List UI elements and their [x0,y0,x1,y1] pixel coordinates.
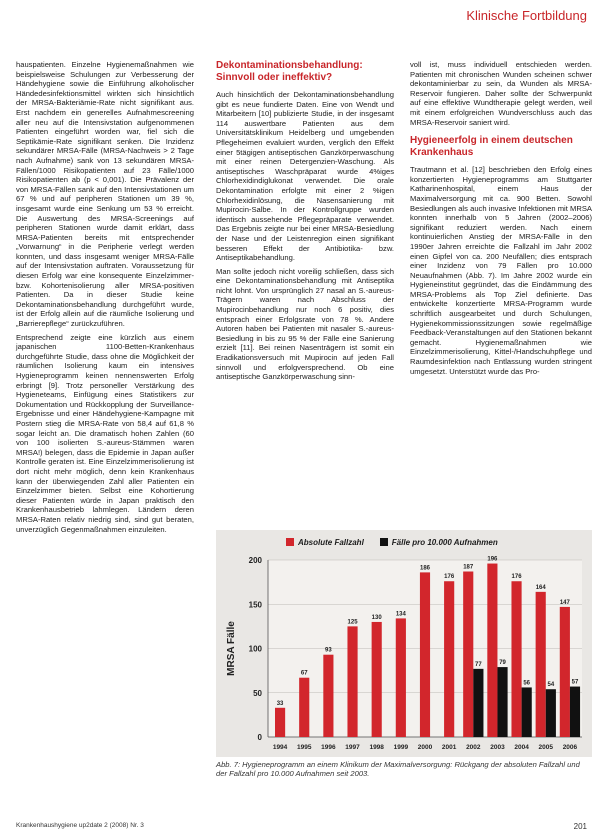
data-label: 176 [444,574,455,581]
data-label: 196 [487,556,498,563]
x-tick-label: 1997 [345,744,360,751]
text-column-2 [216,60,394,386]
bar-absolute [275,708,285,737]
page-number: 201 [573,822,587,831]
bar-per-10000 [522,687,532,737]
y-axis-label: MRSA Fälle [226,621,237,676]
bar-per-10000 [473,669,483,737]
bar-absolute [347,626,357,737]
text-column-1 [16,60,194,538]
data-label: 176 [511,574,522,581]
y-tick-label: 0 [257,733,262,742]
x-tick-label: 2001 [441,744,457,751]
data-label: 164 [535,584,546,591]
paragraph: Trautmann et al. [12] beschrieben den Erfolg eines konzertierten Hygieneprogramms am Stuttgarter Katharinenhospital, einem Haus der Maximalversorgung mit ca. 900 Betten. Sowohl Besiedlungen als auch invasive Infektionen mit MRSA konnten innerhalb von 5 Jahren (2002–2006) signifikant reduziert werden. Nach einem kontinuierlichen Anstieg der MRSA-Fälle in den 1990er Jahren erreichte die Fallzahl im Jahr 2002 einen Gipfel von ca. 200 Neufällen; dies entsprach einer Inzidenz von 79 Fällen pro 10.000 Neuaufnahmen (Abb. 7). Im Jahre 2002 wurde ein Hygieneinstitut gegründet, das die Eindämmung des MRSA-Problems als Top Ziel definierte. Das entwickelte konzertierte MRSA-Programm wurde schriftlich ausgearbeitet und durch Schulungen, Hygienekommissionssitzungen sowie regelmäßige Feedback-Veranstaltungen auf den Stationen bekannt gemacht. Hygienemaßnahmen wie Einzelzimmerisolierung, Kittel-/Handschuhpflege und Raumdesinfektion nach Entlassung wurden stringent umgesetzt. Unterstützt wurde das Pro- [410,165,592,376]
legend-label: Absolute Fallzahl [298,538,364,547]
x-tick-label: 1999 [393,744,409,751]
x-tick-label: 2004 [514,744,529,751]
x-tick-label: 2000 [417,744,433,751]
bar-absolute [463,572,473,737]
paragraph: Man sollte jedoch nicht voreilig schließen, dass sich eine Dekontaminationsbehandlung mit Antiseptika nicht lohnt. Von ursprünglich 27 nasal an S.-aureus-Trägern waren nach Abschluss der Mupirocinbehandlung nur noch 6 positiv, dies entsprach einer Erfolgsrate von 78 %. Andere Autoren haben bei Patienten mit nasaler S.-aureus-Besiedlung in bis zu 95 % der Fälle eine Sanierung erzielt [11]. Bei reinen Nasenträgern ist somit ein Eradikationsversuch mit Mupirocin auf jeden Fall sinnvoll und erfolgversprechend. Ob eine antiseptische Ganzkörperwaschung sinn- [216,266,394,382]
section-heading: Hygieneerfolg in einem deutschen Krankenhaus [410,135,573,159]
text-column-3 [410,60,592,380]
data-label: 147 [559,599,570,606]
legend-label: Fälle pro 10.000 Aufnahmen [391,538,498,547]
figure-caption: Abb. 7: Hygieneprogramm an einem Klinikum der Maximalversorgung: Rückgang der absoluten Fallzahl und der Fallzahl pro 10.000 Aufnahmen seit 2003. [216,760,580,779]
x-tick-label: 1994 [272,744,288,751]
section-title: Klinische Fortbildung [466,8,587,23]
bar-absolute [536,592,546,737]
x-tick-label: 2002 [466,744,481,751]
data-label: 187 [463,564,474,571]
bar-per-10000 [570,687,580,737]
x-tick-label: 2006 [562,744,578,751]
data-label: 125 [347,619,358,626]
data-label: 54 [547,682,555,689]
bar-absolute [444,581,454,737]
data-label: 67 [300,670,308,677]
bar-absolute [487,564,497,737]
bar-per-10000 [546,689,556,737]
paragraph: voll ist, muss individuell entschieden werden. Patienten mit chronischen Wunden scheinen schwer dekontaminierbar zu sein, da Wunden als MRSA-Reservoir fungieren. Daher sollte der Schwerpunkt auf eine effektive Wundtherapie gelegt werden, weil mit einem erfolgreichen Wundverschluss auch das MRSA-Reservoir saniert wird. [410,60,592,127]
data-label: 56 [523,680,531,687]
data-label: 79 [499,660,506,667]
bar-per-10000 [497,667,507,737]
paragraph: Entsprechend zeigte eine kürzlich aus einem japanischen 1100-Betten-Krankenhaus durchgeführte Studie, dass ohne die Möglichkeit der räumlichen Isolierung kaum ein intensives Hygieneprogramm keinen nennenswerten Erfolg erbringt [9]. Trotz personeller Verstärkung des Hygieneteams, Einfügung eines Statistikers zur Dokumentation und Rückkopplung der Surveillance-Ergebnisse und einer Händehygiene-Kampagne mit Postern stieg die MRSA-Rate von 58,4 auf 61,8 % sogar leicht an. Die dramatisch hohen Zahlen (60 von 100 isolierten S.-aureus-Stämmen waren MRSA!) belegen, dass die Epidemie in Japan außer Kontrolle geraten ist. Eine Einzelzimmerisolierung ist dort nicht mehr möglich, denn kein Krankenhaus kann der überwiegenden Zahl aller Patienten ein Einzelzimmer bieten. Selbst eine Kohortierung dieser Patienten würde in Japan praktisch den Krankenhausbetrieb lahmlegen. Ländern deren MRSA-Raten relativ niedrig sind, sind gut beraten, unverzüglich Gegenmaßnahmen einzuleiten. [16,332,194,534]
x-tick-label: 2003 [490,744,505,751]
footer-journal: Krankenhaushygiene up2date 2 (2008) Nr. 3 [16,822,144,829]
bar-chart [216,530,592,757]
data-label: 130 [371,614,382,621]
paragraph: hauspatienten. Einzelne Hygienemaßnahmen wie beispielsweise Schulungen zur Verbesserung der Händehygiene sowie die Einführung alkoholischer Händedesinfektionsmittel wirkten sich hinsichtlich der MRSA-Bakteriämie-Rate nicht signifikant aus. Erst nachdem ein generelles Aufnahmescreening aller neu auf die Intensivstation aufgenommenen Patienten eingeführt worden war, fiel sich die Septikämie-Rate signifikant senken. Die Inzidenz sekundärer MRSA-Fälle (MRSA-Nachweis > 2 Tage nach Aufnahme) sank von 13 sekundären MRSA-Fällen/1000 Risikopatienten auf 23 Fälle/1000 Risikopatienten ab (p < 0,001). Die Prävalenz der von MRSA-Fällen sank auf den Intensivstationen um 67 % und auf peripheren Stationen um 39 %, insgesamt wurde eine Senkung um 53 % erreicht. Die Auswertung des MRSA-Screenings auf peripheren Stationen wurde damit erklärt, dass MRSA-Patienten bereits mit entsprechender „Vorwarnung“ in die Peripherie verlegt werden konnten, und dass insgesamt weniger MRSA-Fälle auf der Intensivstation auftraten. Voraussetzung für diesen Erfolg war eine konsequente Einzelzimmer- bzw. Kohortenisolierung aller MRSA-positiven Patienten. Da in dieser Studie keine Dekontaminationsbehandlung durchgeführt wurde, ist der Erfolg allein auf die räumliche Isolierung und „Barrierepflege“ zurückzuführen. [16,60,194,329]
y-tick-label: 100 [248,644,262,654]
bar-absolute [560,607,570,737]
chart-figure [216,530,592,757]
data-label: 93 [325,647,332,654]
y-tick-label: 200 [248,556,262,565]
bar-absolute [511,581,521,737]
x-tick-label: 1998 [369,744,384,751]
y-tick-label: 50 [253,688,262,698]
data-label: 134 [395,611,406,618]
x-tick-label: 2005 [538,744,554,751]
bar-absolute [372,622,382,737]
x-tick-label: 1995 [296,744,312,751]
section-heading: Dekontaminationsbehandlung: Sinnvoll oder ineffektiv? [216,60,363,83]
paragraph: Auch hinsichtlich der Dekontaminationsbehandlung gibt es neue fundierte Daten. Eine von Wendt und Mitarbeitern [10] publizierte Studie, in der insgesamt 114 auswertbare Patienten aus dem Universitätsklinikum Heidelberg und umgebenden Pflegeheimen evaluiert wurden, verglich den Effekt einer 5tägigen antiseptischen Ganzkörperwaschung mit einer reinen Detergenzien-Waschung. Als antiseptisches Waschpräparat wurde 4%iges Chlorhexidindiglukonat verwendet. Die orale Dekontamination erfolgte mit einer 2 %igen Chlorhexidinlösung, die Nasensanierung mit Mupirocin-Salbe. In der Kontrollgruppe wurden identisch aussehende Pflegepräparate verwendet. Das Ergebnis zeigte nur bei einer MRSA-Besiedlung der Nase und der Leistenregion einen signifikant besseren Effekt der Antibiotika- bzw. Antiseptikabehandlung. [216,90,394,263]
bar-absolute [396,618,406,737]
data-label: 77 [475,661,482,668]
data-label: 186 [419,565,431,572]
y-tick-label: 150 [248,600,262,610]
bar-absolute [323,655,333,737]
bar-absolute [299,678,309,737]
bar-absolute [420,572,430,737]
data-label: 33 [276,700,284,707]
data-label: 57 [571,679,579,686]
x-tick-label: 1996 [321,744,336,751]
